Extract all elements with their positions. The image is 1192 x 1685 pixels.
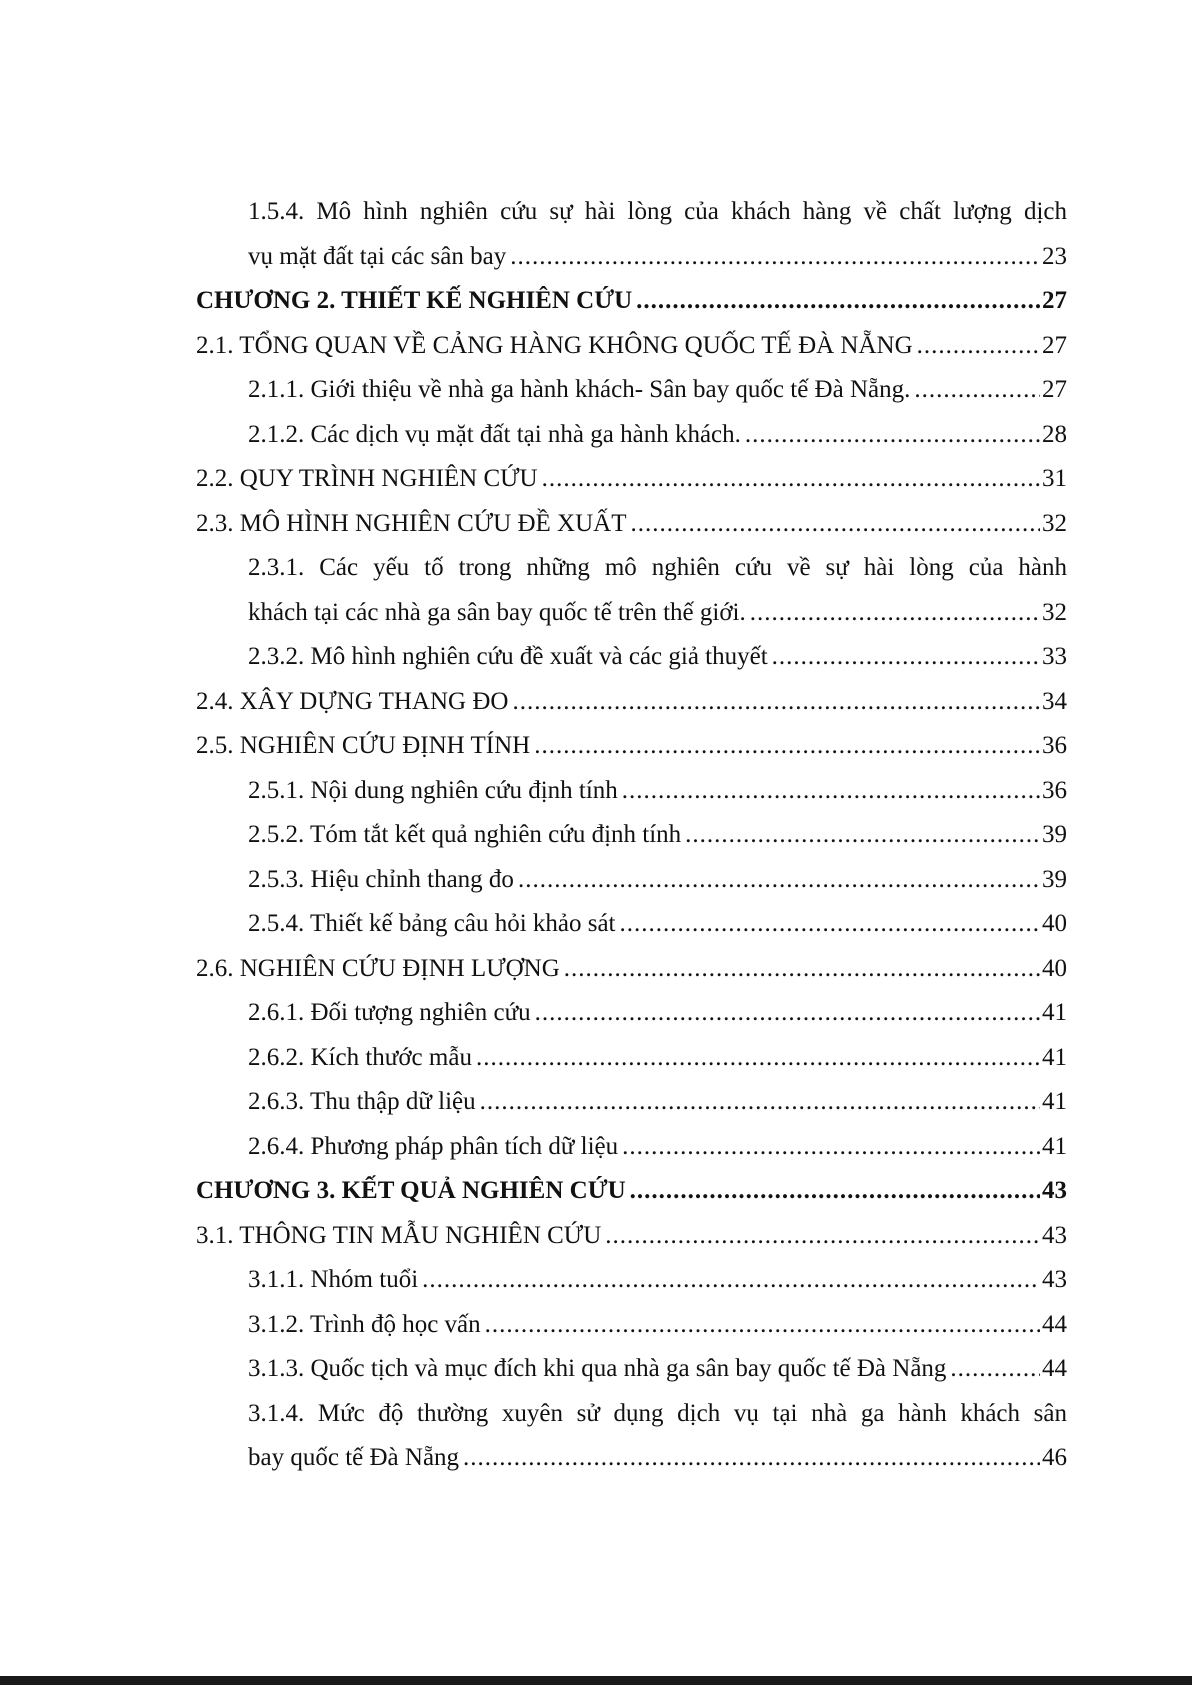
toc-entry-row [248, 1080, 1067, 1125]
toc-entry-title: 2.1. TỔNG QUAN VỀ CẢNG HÀNG KHÔNG QUỐC TẾ ĐÀ NẴNG [196, 331, 913, 359]
toc-page-number: 27 [1042, 376, 1067, 403]
toc-entry-row [248, 368, 1067, 413]
toc-entry-row [248, 858, 1067, 903]
dot-leader [630, 1169, 1040, 1214]
toc-entry-title: 3.1.3. Quốc tịch và mục đích khi qua nhà ga sân bay quốc tế Đà Nẵng [248, 1355, 947, 1382]
toc-entry-row [248, 1258, 1067, 1303]
toc-entry-title-line: 3.1.4. Mức độ thường xuyên sử dụng dịch vụ tại nhà ga hành khách sân [248, 1399, 1067, 1427]
toc-entry-title: 2.1.2. Các dịch vụ mặt đất tại nhà ga hành khách. [248, 420, 741, 448]
toc-entry-row [196, 502, 1067, 547]
toc-entry-row [248, 635, 1067, 680]
toc-page-number: 41 [1042, 1043, 1067, 1071]
toc-entry[interactable] [196, 1347, 1067, 1392]
toc-entry-title: 3.1.1. Nhóm tuổi [248, 1266, 419, 1293]
toc-entry-row [248, 1436, 1067, 1481]
toc-page-number: 27 [1042, 287, 1067, 314]
toc-entry[interactable] [196, 1214, 1067, 1259]
toc-entry[interactable] [196, 1080, 1067, 1125]
dot-leader [685, 813, 1040, 858]
toc-entry-title: 2.2. QUY TRÌNH NGHIÊN CỨU [196, 465, 538, 492]
dot-leader [745, 413, 1040, 458]
toc-entry-row [248, 1125, 1067, 1170]
toc-page-number: 27 [1042, 331, 1067, 359]
toc-page-number: 32 [1042, 598, 1067, 626]
toc-entry-title: vụ mặt đất tại các sân bay [248, 242, 507, 270]
toc-entry-row [248, 413, 1067, 458]
toc-chapter-entry[interactable] [196, 279, 1067, 324]
toc-entry-row [196, 1169, 1067, 1214]
toc-entry-title: 2.5.4. Thiết kế bảng câu hỏi khảo sát [248, 910, 616, 937]
toc-entry[interactable] [196, 1392, 1067, 1481]
toc-entry-title: 2.6. NGHIÊN CỨU ĐỊNH LƯỢNG [196, 954, 560, 982]
toc-entry-title: 3.1. THÔNG TIN MẪU NGHIÊN CỨU [196, 1221, 602, 1249]
toc-page-number: 36 [1042, 776, 1067, 804]
dot-leader [422, 1258, 1040, 1303]
toc-entry-row [196, 947, 1067, 992]
toc-page-number: 23 [1042, 242, 1067, 270]
toc-entry-row [196, 1214, 1067, 1259]
toc-chapter-entry[interactable] [196, 1169, 1067, 1214]
toc-entry[interactable] [196, 947, 1067, 992]
dot-leader [518, 858, 1040, 903]
toc-entry-row [248, 991, 1067, 1036]
dot-leader [917, 324, 1040, 369]
dot-leader [605, 1214, 1040, 1259]
toc-entry[interactable] [196, 635, 1067, 680]
toc-entry[interactable] [196, 368, 1067, 413]
toc-entry-row [248, 1303, 1067, 1348]
toc-entry-title: 2.3. MÔ HÌNH NGHIÊN CỨU ĐỀ XUẤT [196, 509, 627, 537]
toc-page-number: 33 [1042, 643, 1067, 670]
toc-entry-row [196, 279, 1067, 324]
toc-entry[interactable] [196, 902, 1067, 947]
toc-entry-title: 2.4. XÂY DỰNG THANG ĐO [196, 687, 509, 715]
dot-leader [622, 1125, 1040, 1170]
dot-leader [772, 635, 1040, 680]
toc-entry-title: 2.5.3. Hiệu chỉnh thang đo [248, 865, 514, 893]
toc-entry[interactable] [196, 813, 1067, 858]
toc-entry[interactable] [196, 190, 1067, 279]
toc-entry-row [196, 457, 1067, 502]
toc-entry-title: 2.6.1. Đối tượng nghiên cứu [248, 999, 531, 1026]
toc-entry[interactable] [196, 724, 1067, 769]
toc-entry-row [196, 324, 1067, 369]
toc-entry-title: 2.5.1. Nội dung nghiên cứu định tính [248, 776, 618, 804]
toc-entry-row [248, 769, 1067, 814]
dot-leader [485, 1303, 1040, 1348]
toc-entry[interactable] [196, 1125, 1067, 1170]
toc-page-number: 32 [1042, 509, 1067, 537]
toc-entry-title: 2.5. NGHIÊN CỨU ĐỊNH TÍNH [196, 732, 531, 759]
dot-leader [620, 902, 1040, 947]
toc-page-number: 44 [1042, 1310, 1067, 1338]
toc-entry-row [248, 235, 1067, 280]
toc-entry-title: 2.1.1. Giới thiệu về nhà ga hành khách- Sân bay quốc tế Đà Nẵng. [248, 376, 911, 403]
toc-entry[interactable] [196, 1258, 1067, 1303]
dot-leader [480, 1080, 1040, 1125]
toc-entry-title: 2.6.2. Kích thước mẫu [248, 1043, 472, 1071]
dot-leader [476, 1036, 1040, 1081]
toc-entry[interactable] [196, 858, 1067, 903]
toc-entry-title: 2.5.2. Tóm tắt kết quả nghiên cứu định tính [248, 821, 682, 848]
toc-entry[interactable] [196, 991, 1067, 1036]
page-bottom-edge [0, 1676, 1192, 1685]
toc-entry[interactable] [196, 769, 1067, 814]
toc-entry-row [248, 902, 1067, 947]
toc-page-number: 46 [1042, 1444, 1067, 1471]
toc-entry-row [248, 591, 1067, 636]
dot-leader [750, 591, 1040, 636]
toc-entry[interactable] [196, 457, 1067, 502]
toc-page-number: 40 [1042, 954, 1067, 982]
toc-page-number: 39 [1042, 821, 1067, 848]
dot-leader [564, 947, 1040, 992]
dot-leader [535, 991, 1040, 1036]
dot-leader [622, 769, 1040, 814]
toc-entry[interactable] [196, 680, 1067, 725]
toc-entry[interactable] [196, 324, 1067, 369]
dot-leader [463, 1436, 1040, 1481]
dot-leader [510, 235, 1040, 280]
toc-page-number: 28 [1042, 420, 1067, 448]
toc-page-number: 41 [1042, 999, 1067, 1026]
dot-leader [630, 502, 1040, 547]
toc-page-number: 31 [1042, 465, 1067, 492]
toc-page-number: 44 [1042, 1355, 1067, 1382]
dot-leader [636, 279, 1040, 324]
toc-page-number: 41 [1042, 1132, 1067, 1160]
toc-entry-row [196, 680, 1067, 725]
toc-page-number: 43 [1042, 1221, 1067, 1249]
toc-page-number: 39 [1042, 865, 1067, 893]
toc-entry-title: 2.6.4. Phương pháp phân tích dữ liệu [248, 1132, 619, 1160]
toc-entry-title: 3.1.2. Trình độ học vấn [248, 1310, 481, 1338]
toc-page-number: 34 [1042, 687, 1067, 715]
dot-leader [534, 724, 1040, 769]
toc-entry-row [248, 813, 1067, 858]
toc-entry-title: 2.6.3. Thu thập dữ liệu [248, 1088, 476, 1115]
toc-entry-title: khách tại các nhà ga sân bay quốc tế trên thế giới. [248, 598, 746, 626]
toc-entry-row [196, 724, 1067, 769]
toc-entry-title: 2.3.2. Mô hình nghiên cứu đề xuất và các giả thuyết [248, 643, 768, 670]
toc-page-number: 41 [1042, 1088, 1067, 1115]
toc-page-number: 43 [1042, 1177, 1067, 1204]
dot-leader [512, 680, 1040, 725]
toc-entry-title: CHƯƠNG 2. THIẾT KẾ NGHIÊN CỨU [196, 287, 633, 314]
toc-page-number: 36 [1042, 732, 1067, 759]
toc-entry-row [248, 1347, 1067, 1392]
dot-leader [950, 1347, 1040, 1392]
toc-page-number: 40 [1042, 910, 1067, 937]
toc-entry[interactable] [196, 1036, 1067, 1081]
dot-leader [914, 368, 1040, 413]
dot-leader [542, 457, 1040, 502]
toc-entry[interactable] [196, 413, 1067, 458]
toc-entry-title: bay quốc tế Đà Nẵng [248, 1444, 460, 1471]
toc-entry-title-line: 1.5.4. Mô hình nghiên cứu sự hài lòng của khách hàng về chất lượng dịch [248, 198, 1067, 225]
toc-page-number: 43 [1042, 1266, 1067, 1293]
toc-entry[interactable] [196, 502, 1067, 547]
toc-entry-row [248, 1036, 1067, 1081]
toc-entry[interactable] [196, 1303, 1067, 1348]
table-of-contents [196, 190, 1067, 1481]
toc-entry[interactable] [196, 546, 1067, 635]
toc-entry-title: CHƯƠNG 3. KẾT QUẢ NGHIÊN CỨU [196, 1177, 626, 1204]
toc-entry-title-line: 2.3.1. Các yếu tố trong những mô nghiên cứu về sự hài lòng của hành [248, 554, 1067, 581]
